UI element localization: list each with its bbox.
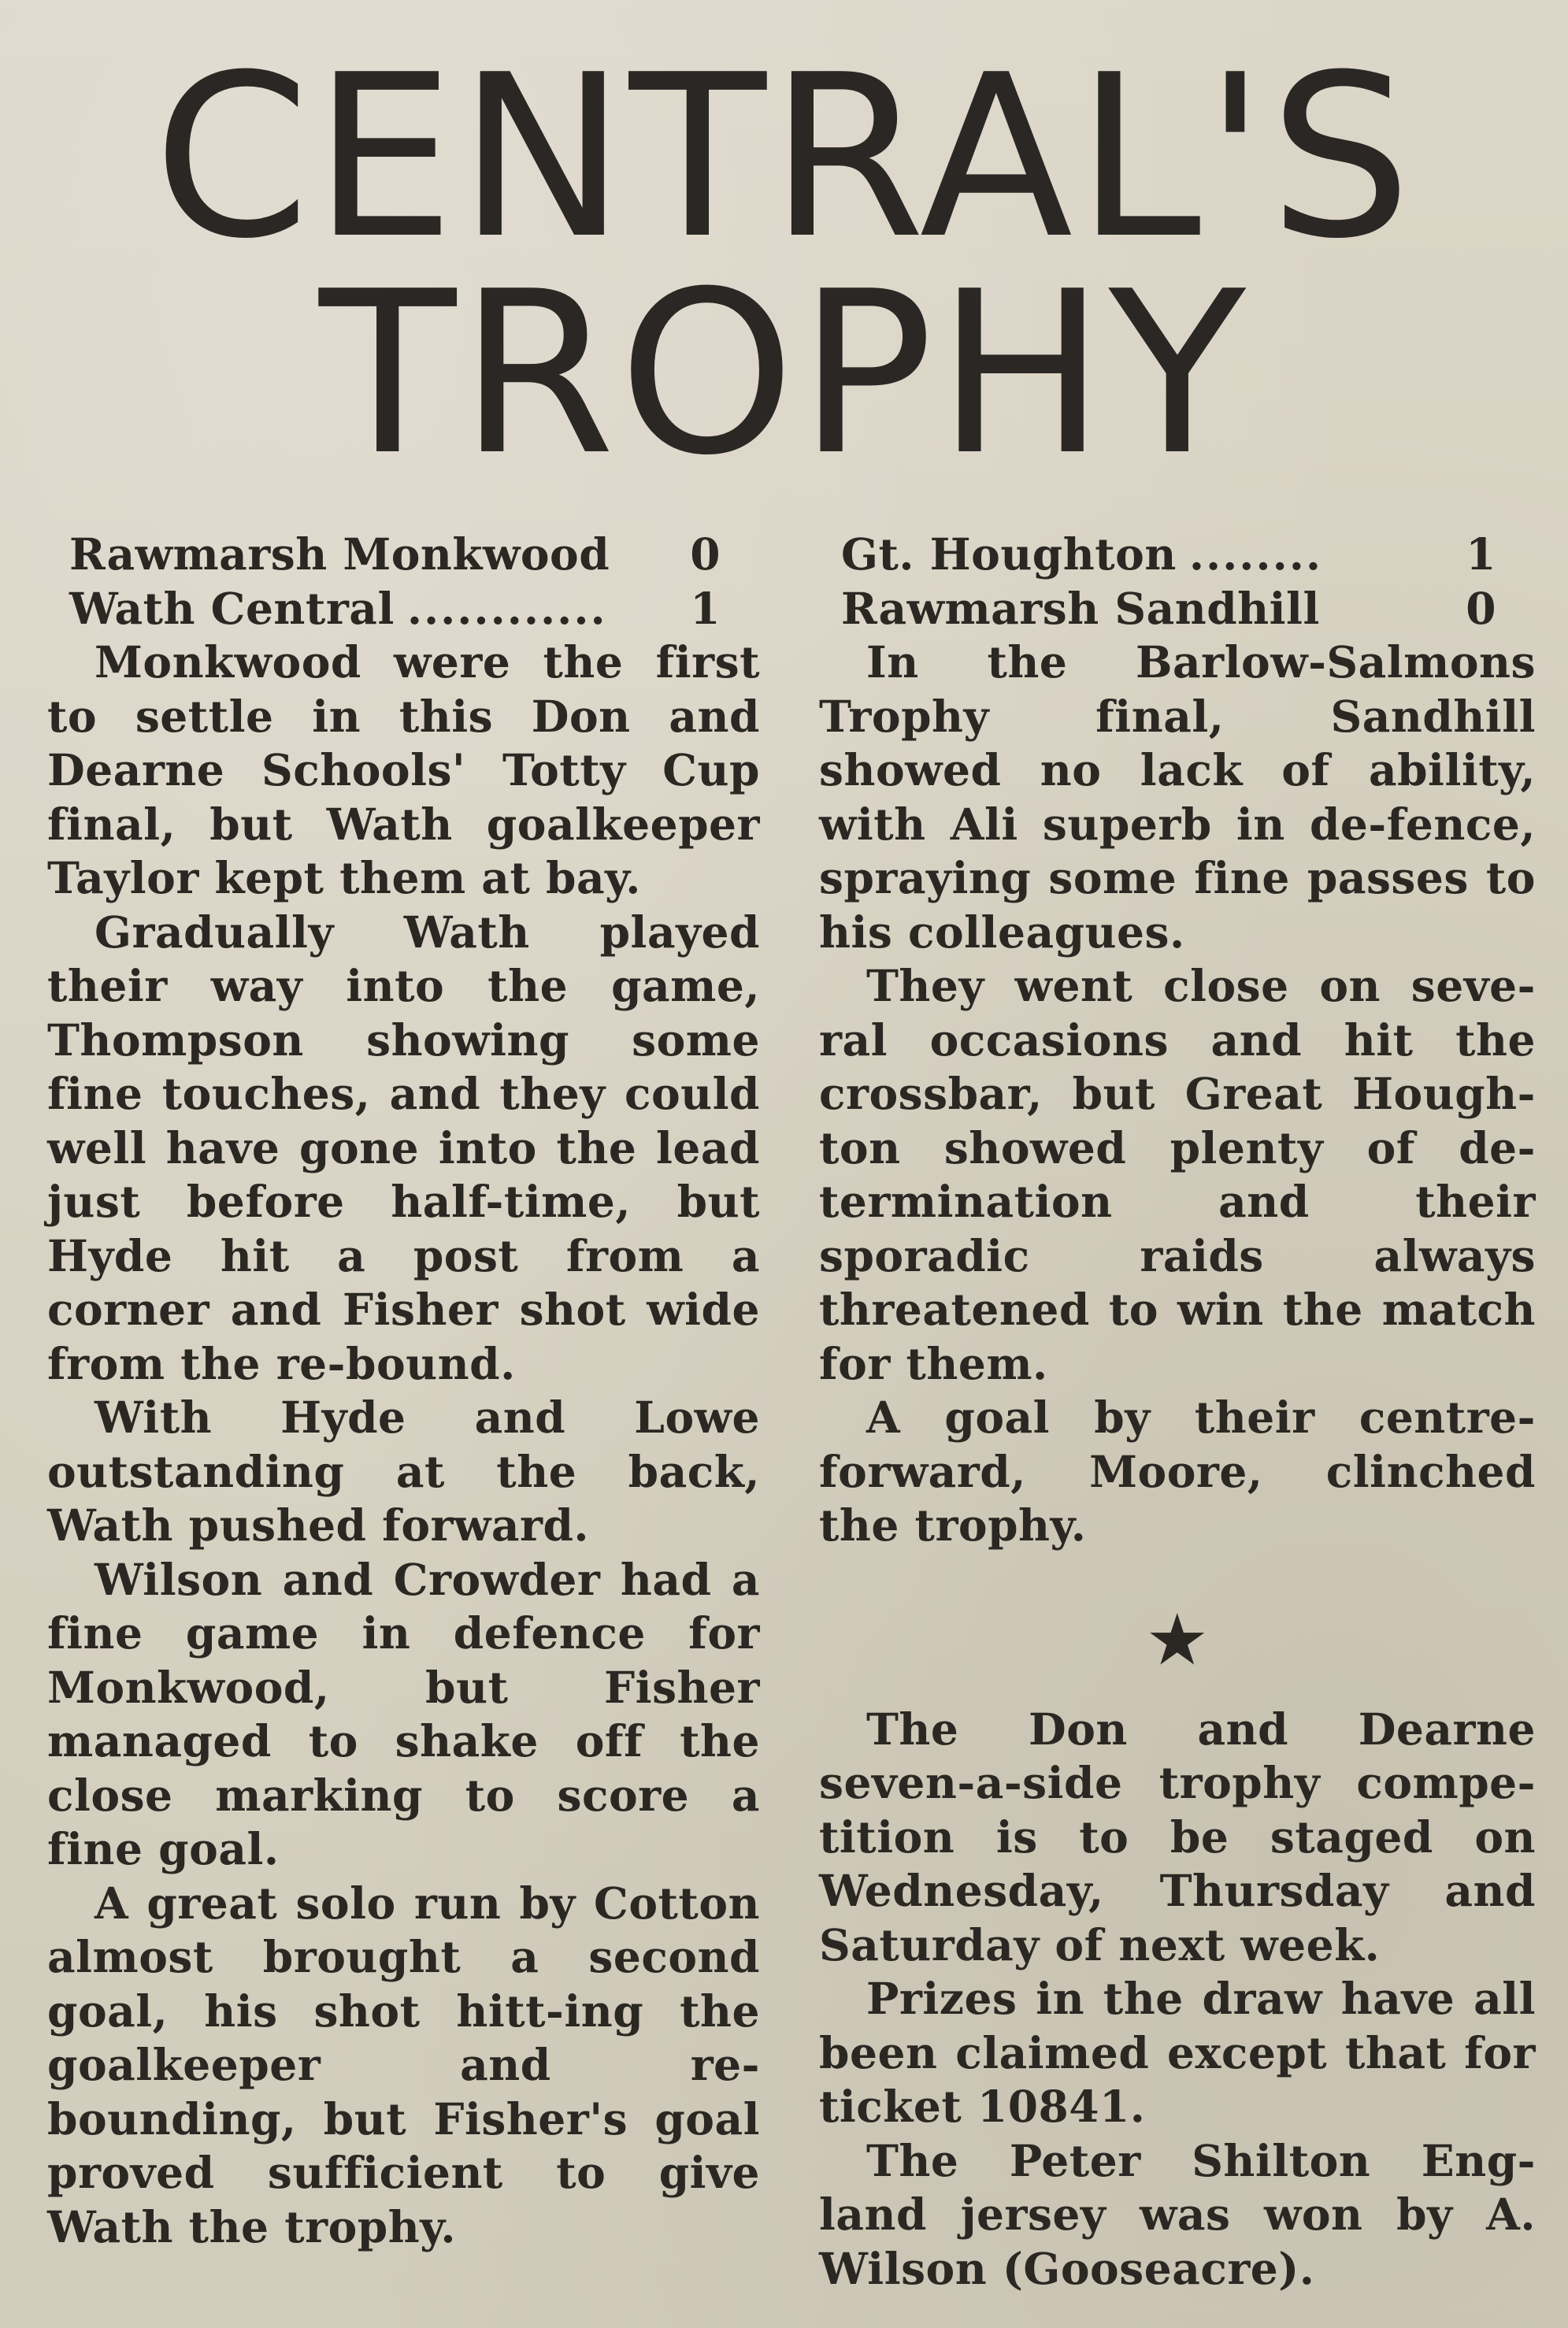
team-score: 0 <box>690 528 721 580</box>
article-paragraph: Monkwood were the first to settle in this Don and Dearne Schools' Totty Cup final, but Wath goalkeeper Taylor kept them at bay. <box>47 636 760 903</box>
team-name: Wath Central <box>69 582 395 634</box>
leader-dots: ............ <box>406 582 607 634</box>
article-paragraph: A great solo run by Cotton almost brought a second goal, his shot hitt-ing the goalkeeper and re-bounding, but Fisher's goal proved sufficient to give Wath the trophy. <box>47 1877 760 2252</box>
article-paragraph: Prizes in the draw have all been claimed except that for ticket 10841. <box>819 1973 1536 2132</box>
article-paragraph: A goal by their centre-forward, Moore, clinched the trophy. <box>819 1392 1536 1551</box>
headline-line-1: CENTRAL'S <box>153 27 1415 288</box>
right-column <box>819 528 1536 2296</box>
star-divider-icon: ★ <box>1148 1602 1207 1677</box>
team-score: 0 <box>1466 582 1496 634</box>
article-paragraph: They went close on seve-ral occasions and hit the crossbar, but Great Hough-ton showed plenty of de-termination and their sporadic raids always threatened to win the match for them. <box>819 960 1536 1389</box>
article-paragraph: The Peter Shilton Eng-land jersey was won by A. Wilson (Gooseacre). <box>819 2134 1536 2294</box>
team-score: 1 <box>1466 528 1496 580</box>
article-paragraph: In the Barlow-Salmons Trophy final, Sandhill showed no lack of ability, with Ali superb in de-fence, spraying some fine passes to his colleagues. <box>819 636 1536 958</box>
score-line <box>47 528 760 582</box>
score-line <box>819 528 1536 582</box>
left-column <box>47 528 760 2254</box>
team-score: 1 <box>690 582 721 634</box>
article-paragraph: With Hyde and Lowe outstanding at the back, Wath pushed forward. <box>47 1392 760 1551</box>
score-line <box>47 582 760 636</box>
leader-dots: ........ <box>1188 528 1323 580</box>
team-name: Rawmarsh Monkwood <box>69 528 610 580</box>
team-name: Rawmarsh Sandhill <box>841 582 1320 634</box>
article-paragraph: The Don and Dearne seven-a-side trophy compe-tition is to be staged on Wednesday, Thursday and Saturday of next week. <box>819 1703 1536 1970</box>
headline-line-2: TROPHY <box>319 243 1249 505</box>
article-paragraph: Wilson and Crowder had a fine game in defence for Monkwood, but Fisher managed to shake off the close marking to score a fine goal. <box>47 1553 760 1874</box>
team-name: Gt. Houghton <box>841 528 1177 580</box>
score-line <box>819 582 1536 636</box>
article-paragraph: Gradually Wath played their way into the game, Thompson showing some fine touches, and they could well have gone into the lead just before half-time, but Hyde hit a post from a corner and Fisher shot wide from the re-bound. <box>47 906 760 1389</box>
